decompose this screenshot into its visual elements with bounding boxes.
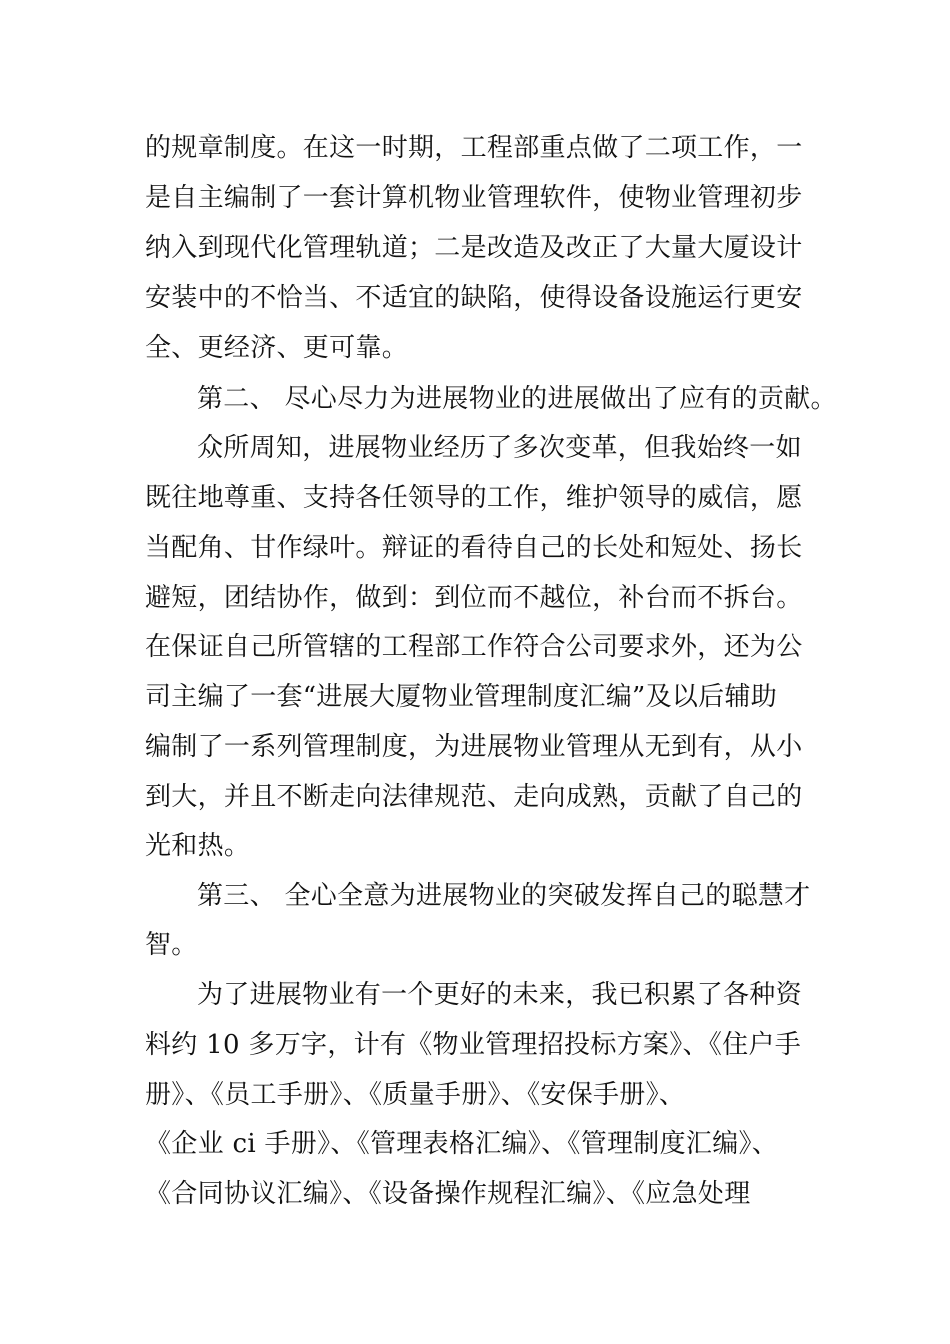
- paragraph-line: 的规章制度。在这一时期，工程部重点做了二项工作，一: [145, 133, 803, 163]
- paragraph-line: 司主编了一套“进展大厦物业管理制度汇编”及以后辅助: [145, 682, 778, 712]
- section-heading-line: 智。: [145, 930, 198, 960]
- paragraph-line: 纳入到现代化管理轨道；二是改造及改正了大量大厦设计: [145, 233, 803, 263]
- paragraph-line: 《合同协议汇编》、《设备操作规程汇编》、《应急处理: [145, 1179, 751, 1209]
- paragraph-line: 安装中的不恰当、不适宜的缺陷，使得设备设施运行更安: [145, 283, 803, 313]
- paragraph-line: 料约 10 多万字，计有《物业管理招投标方案》、《住户手: [145, 1030, 802, 1060]
- paragraph-line: 《企业 ci 手册》、《管理表格汇编》、《管理制度汇编》、: [145, 1129, 779, 1159]
- paragraph-line: 光和热。: [145, 831, 251, 861]
- paragraph-line: 在保证自己所管辖的工程部工作符合公司要求外，还为公: [145, 632, 803, 662]
- paragraph-line: 避短，团结协作，做到：到位而不越位，补台而不拆台。: [145, 583, 803, 613]
- paragraph-line: 编制了一系列管理制度，为进展物业管理从无到有，从小: [145, 732, 803, 762]
- paragraph-line: 到大，并且不断走向法律规范、走向成熟，贡献了自己的: [145, 782, 803, 812]
- paragraph-line: 为了进展物业有一个更好的未来，我已积累了各种资: [197, 980, 802, 1010]
- paragraph-line: 众所周知，进展物业经历了多次变革，但我始终一如: [197, 433, 802, 463]
- section-heading-line: 第三、 全心全意为进展物业的突破发挥自己的聪慧才: [197, 881, 811, 911]
- paragraph-line: 当配角、甘作绿叶。辩证的看待自己的长处和短处、扬长: [145, 533, 803, 563]
- paragraph-line: 全、更经济、更可靠。: [145, 333, 409, 363]
- paragraph-line: 是自主编制了一套计算机物业管理软件，使物业管理初步: [145, 183, 803, 213]
- section-heading-line: 第二、 尽心尽力为进展物业的进展做出了应有的贡献。: [197, 384, 837, 414]
- paragraph-line: 既往地尊重、支持各任领导的工作，维护领导的威信，愿: [145, 483, 803, 513]
- paragraph-line: 册》、《员工手册》、《质量手册》、《安保手册》、: [145, 1080, 686, 1110]
